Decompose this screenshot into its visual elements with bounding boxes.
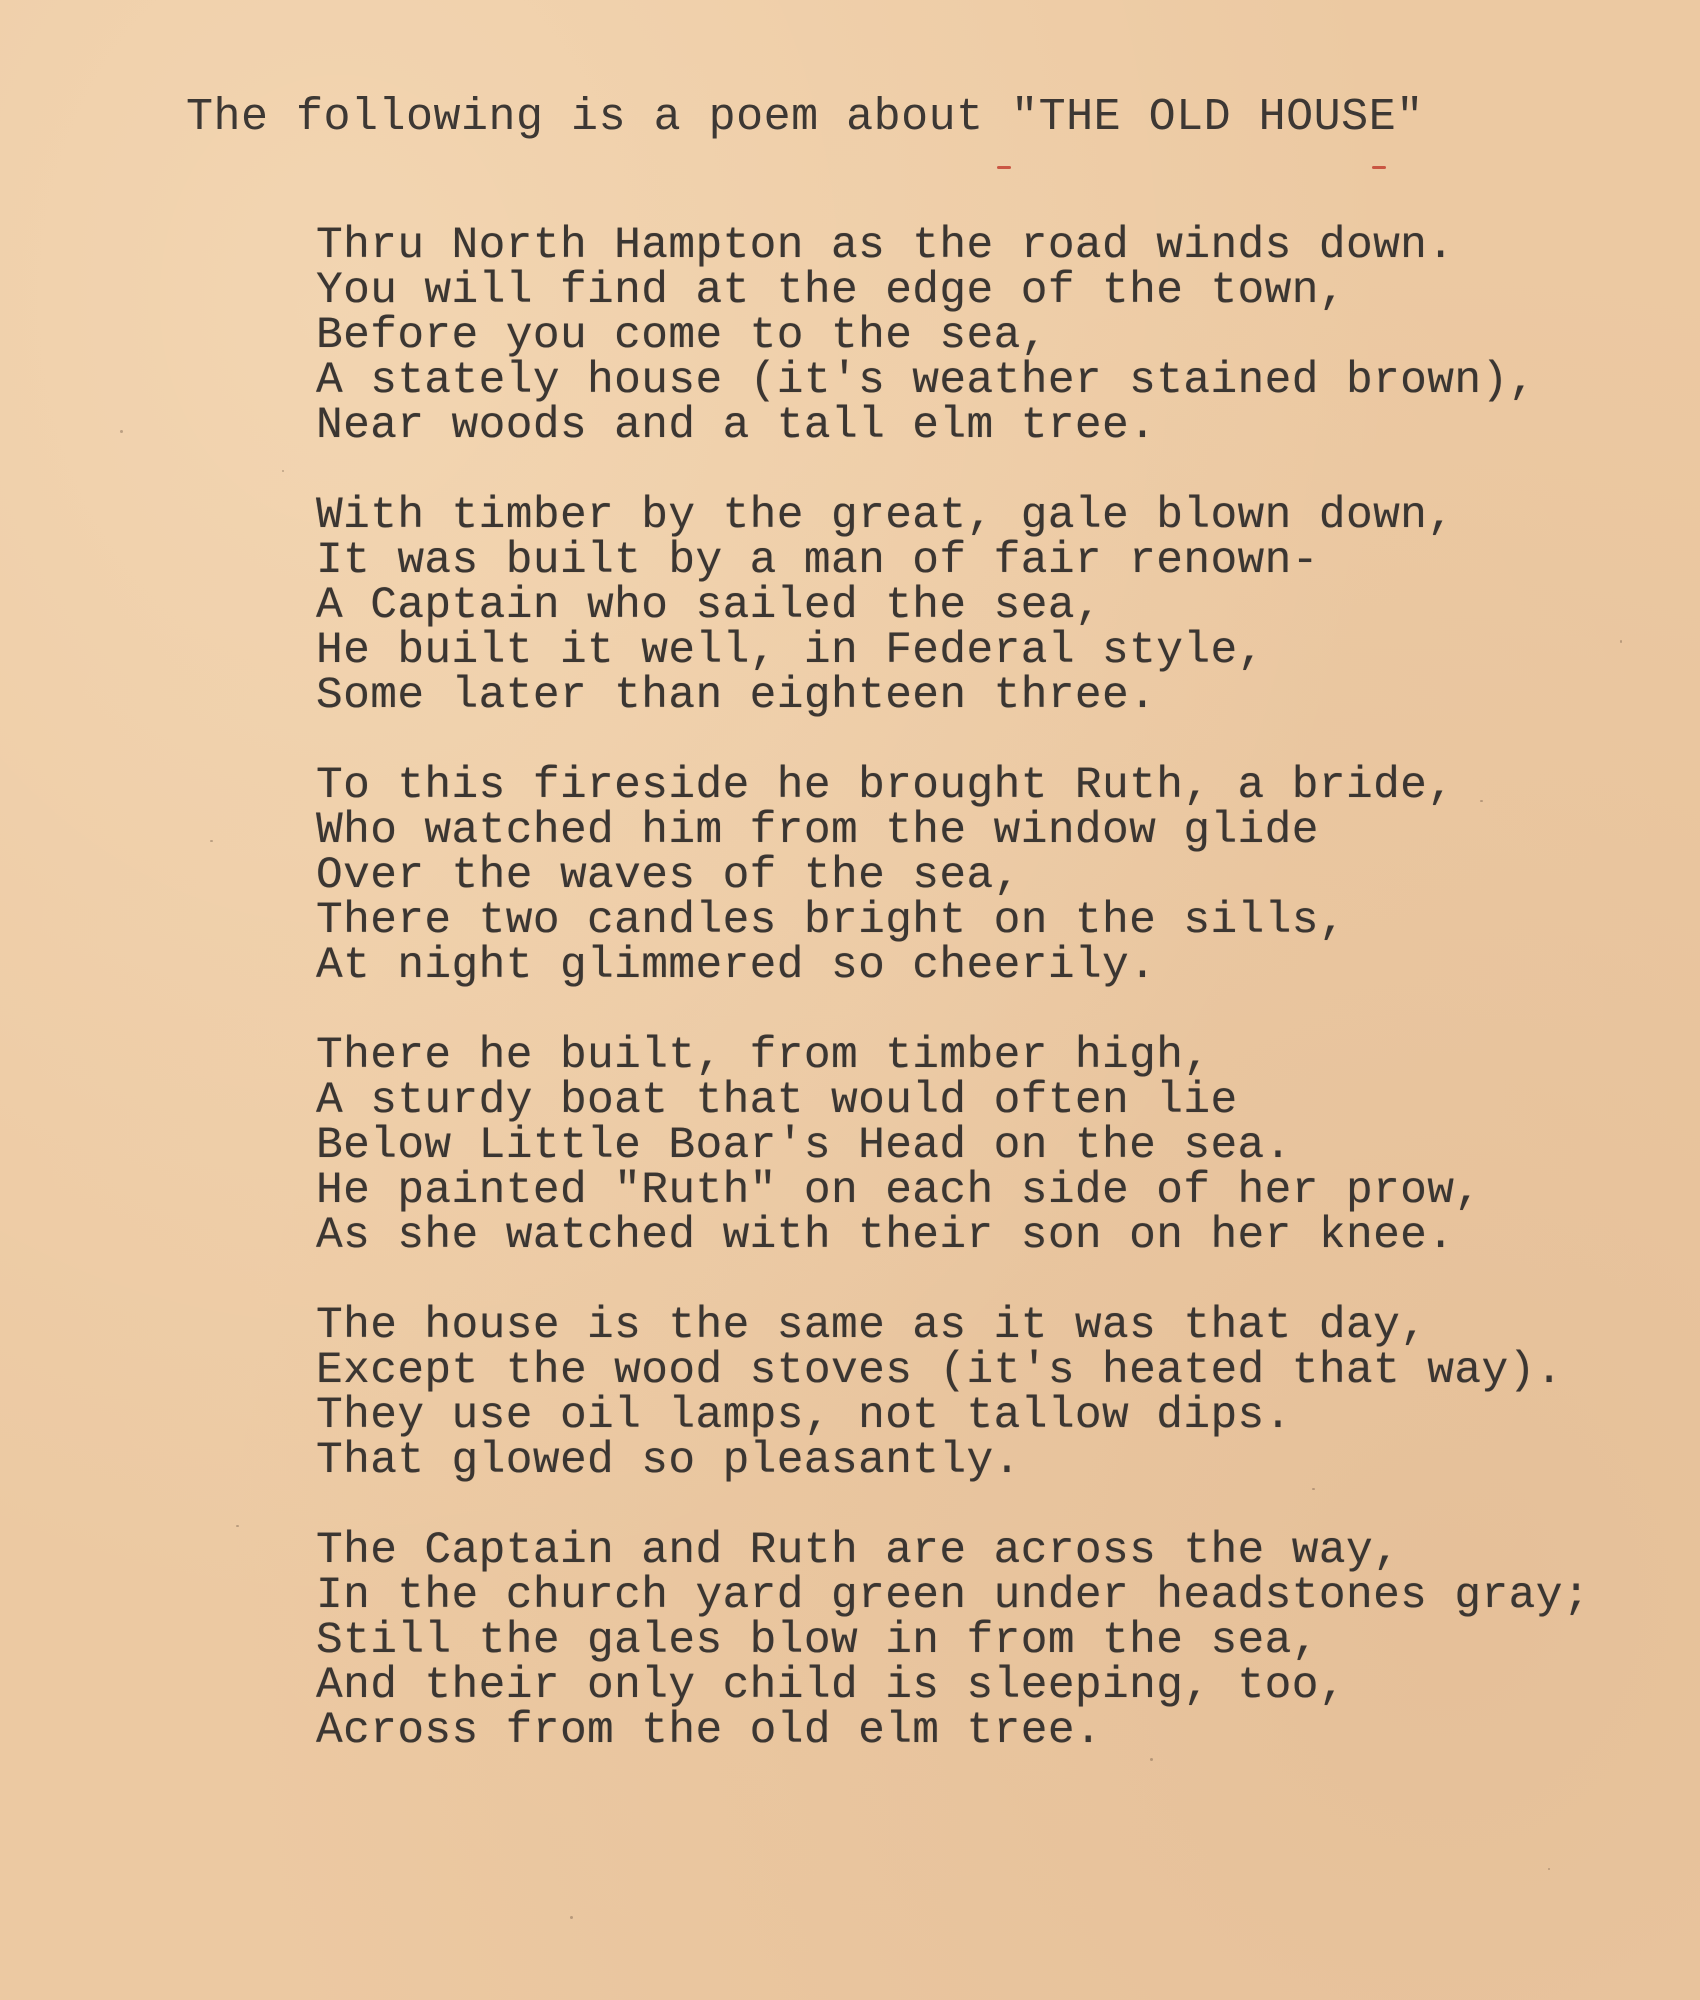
poem-line: To this fireside he brought Ruth, a bride, — [316, 761, 1455, 811]
poem-line: A Captain who sailed the sea, — [316, 581, 1103, 631]
poem-line: The Captain and Ruth are across the way, — [316, 1526, 1401, 1576]
stanza-4 — [316, 1031, 1656, 1261]
poem-line: He built it well, in Federal style, — [316, 626, 1265, 676]
poem-line: Over the waves of the sea, — [316, 851, 1021, 901]
poem-line: There he built, from timber high, — [316, 1031, 1211, 1081]
red-ink-mark — [1372, 166, 1386, 169]
poem-line: The house is the same as it was that day, — [316, 1301, 1428, 1351]
poem-body — [316, 221, 1656, 1799]
poem-line: Who watched him from the window glide — [316, 806, 1319, 856]
red-ink-mark — [997, 166, 1011, 169]
paper-speck — [120, 430, 123, 433]
paper-speck — [1548, 1868, 1550, 1870]
paper-speck — [1150, 1758, 1153, 1761]
poem-line: At night glimmered so cheerily. — [316, 941, 1157, 991]
poem-line: He painted "Ruth" on each side of her prow, — [316, 1166, 1482, 1216]
paper-speck — [1480, 800, 1483, 802]
poem-line: You will find at the edge of the town, — [316, 266, 1346, 316]
paper-speck — [210, 840, 213, 842]
stanza-6 — [316, 1526, 1656, 1756]
poem-line: A sturdy boat that would often lie — [316, 1076, 1238, 1126]
poem-line: Near woods and a tall elm tree. — [316, 401, 1157, 451]
paper-speck — [1620, 640, 1622, 643]
poem-line: Except the wood stoves (it's heated that way). — [316, 1346, 1563, 1396]
poem-heading: The following is a poem about "THE OLD HOUSE" — [186, 92, 1424, 143]
poem-line: In the church yard green under headstones gray; — [316, 1571, 1590, 1621]
poem-line: A stately house (it's weather stained brown), — [316, 356, 1536, 406]
paper-speck — [570, 1916, 573, 1919]
poem-line: That glowed so pleasantly. — [316, 1436, 1021, 1486]
stanza-3 — [316, 761, 1656, 991]
paper-speck — [236, 1525, 239, 1527]
stanza-2 — [316, 491, 1656, 721]
paper-speck — [1312, 1488, 1315, 1490]
poem-line: Thru North Hampton as the road winds down. — [316, 221, 1455, 271]
paper-speck — [282, 470, 284, 472]
poem-line: Still the gales blow in from the sea, — [316, 1616, 1319, 1666]
poem-line: Across from the old elm tree. — [316, 1706, 1103, 1756]
stanza-5 — [316, 1301, 1656, 1486]
poem-line: With timber by the great, gale blown down, — [316, 491, 1455, 541]
poem-line: As she watched with their son on her knee. — [316, 1211, 1455, 1261]
poem-line: It was built by a man of fair renown- — [316, 536, 1319, 586]
poem-line: They use oil lamps, not tallow dips. — [316, 1391, 1292, 1441]
poem-line: Some later than eighteen three. — [316, 671, 1157, 721]
poem-line: There two candles bright on the sills, — [316, 896, 1346, 946]
poem-line: And their only child is sleeping, too, — [316, 1661, 1346, 1711]
poem-line: Before you come to the sea, — [316, 311, 1048, 361]
poem-line: Below Little Boar's Head on the sea. — [316, 1121, 1292, 1171]
stanza-1 — [316, 221, 1656, 451]
